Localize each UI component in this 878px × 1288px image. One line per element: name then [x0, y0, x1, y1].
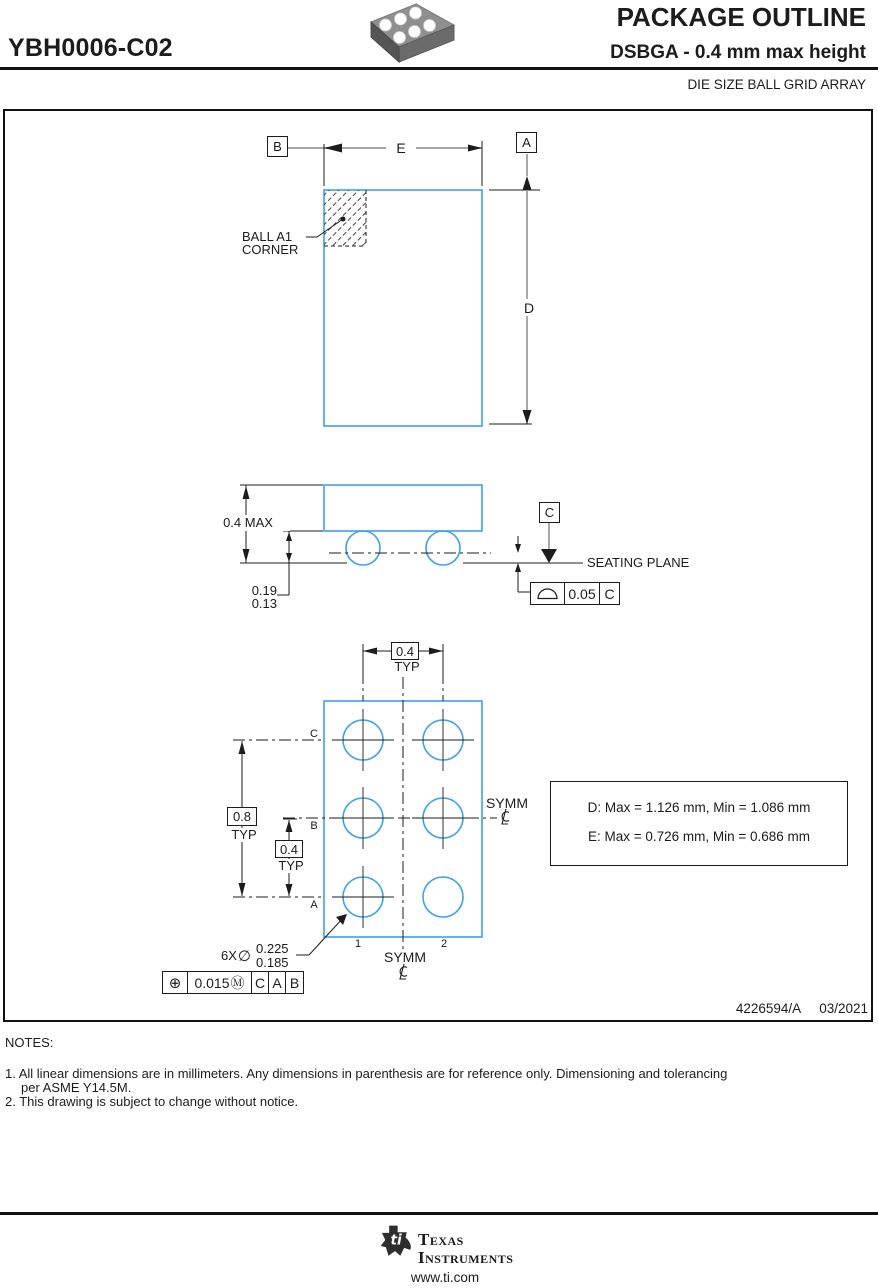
part-number: YBH0006-C02: [8, 34, 173, 62]
package-subtitle: DSBGA - 0.4 mm max height: [610, 42, 866, 63]
standoff-max-label: 0.19: [251, 583, 277, 598]
position-datum-c: C: [251, 972, 268, 993]
side-view-geometry: [240, 485, 583, 595]
footer-rule: [0, 1212, 878, 1215]
height-max-label: 0.4 MAX: [206, 515, 290, 531]
mmc-symbol: Ⓜ: [230, 975, 245, 992]
dimension-note-box: [550, 781, 848, 866]
dim-e-label: E: [386, 139, 416, 156]
package-body-side: [324, 485, 482, 531]
ball-dia-min: 0.185: [256, 954, 289, 970]
note-2: 2. This drawing is subject to change without notice.: [5, 1094, 299, 1109]
ti-monogram: ti: [390, 1232, 402, 1249]
pitch-col-typ: TYP: [389, 660, 425, 674]
pitch-row-box: 0.4: [275, 840, 303, 858]
position-tolerance-frame: [162, 971, 304, 994]
dim-e-range: E: Max = 0.726 mm, Min = 0.686 mm: [587, 829, 811, 844]
ball-diameter-callout: [221, 947, 251, 965]
standoff-min-label: 0.13: [251, 596, 277, 611]
drawing-date: 03/2021: [819, 1001, 868, 1016]
datum-c-box: C: [539, 502, 560, 523]
ball-side-2: [426, 531, 460, 565]
pitch-row-typ: TYP: [271, 859, 311, 873]
flatness-tolerance-value: 0.05: [564, 583, 599, 604]
pitch-row-total-box: 0.8: [227, 807, 257, 826]
bottom-view-geometry: [233, 644, 509, 979]
position-tolerance-value: 0.015: [194, 974, 230, 991]
position-tolerance-cell: [187, 972, 251, 993]
drawing-number: 4226594/A: [735, 1001, 802, 1016]
ball-count: 6X: [221, 948, 237, 963]
col-label-1: 1: [354, 938, 362, 950]
flatness-symbol-cell: [531, 583, 564, 604]
position-symbol: ⊕: [168, 973, 182, 992]
symm-label-bottom: SYMM: [381, 949, 429, 964]
page-title: PACKAGE OUTLINE: [616, 2, 866, 32]
note-1-line-2: per ASME Y14.5M.: [21, 1080, 132, 1095]
seating-plane-label: SEATING PLANE: [587, 555, 690, 570]
centerline-symbol-bottom: [400, 964, 407, 979]
package-family: DIE SIZE BALL GRID ARRAY: [687, 77, 866, 92]
title-block: [736, 1002, 868, 1016]
position-datum-b: B: [285, 972, 303, 993]
ball-a1-corner-label-line1: BALL A1: [242, 229, 293, 244]
website-link[interactable]: www.ti.com: [410, 1270, 480, 1285]
note-1-line-1: 1. All linear dimensions are in millimeters. Any dimensions in parenthesis are for reference only. Dimensioning and tolerancing: [5, 1066, 728, 1081]
pitch-row-total-typ: TYP: [224, 828, 264, 842]
brand-texas: Texas: [418, 1230, 464, 1249]
brand-instruments: Instruments: [418, 1248, 514, 1267]
flatness-datum-ref: C: [599, 583, 619, 604]
ball-a1-corner-label-line2: CORNER: [242, 242, 299, 257]
position-datum-a: A: [268, 972, 285, 993]
symm-label-right: SYMM: [486, 795, 528, 811]
diameter-symbol: ∅: [237, 947, 251, 965]
centerline-symbol-right: [502, 809, 509, 824]
ball-side-1: [346, 531, 380, 565]
pitch-col-box: 0.4: [391, 642, 419, 660]
datum-b-box: B: [267, 136, 288, 157]
row-label-c: C: [310, 728, 318, 740]
row-label-b: B: [310, 820, 318, 832]
col-label-2: 2: [440, 938, 448, 950]
row-label-a: A: [310, 899, 318, 911]
ball-dia-max: 0.225: [256, 941, 289, 956]
seating-plane-symbol-icon: [536, 587, 560, 600]
datum-c-triangle: [541, 549, 557, 563]
top-view-geometry: [288, 141, 540, 426]
dim-d-label: D: [514, 299, 544, 316]
ball-diameter-values: [256, 942, 289, 969]
ti-logo-icon: [380, 1225, 414, 1259]
dim-d-range: D: Max = 1.126 mm, Min = 1.086 mm: [587, 800, 811, 815]
flatness-tolerance-frame: [530, 582, 620, 605]
notes-heading: NOTES:: [5, 1035, 54, 1050]
datum-a-box: A: [516, 132, 537, 153]
ball-a2: [423, 877, 463, 917]
